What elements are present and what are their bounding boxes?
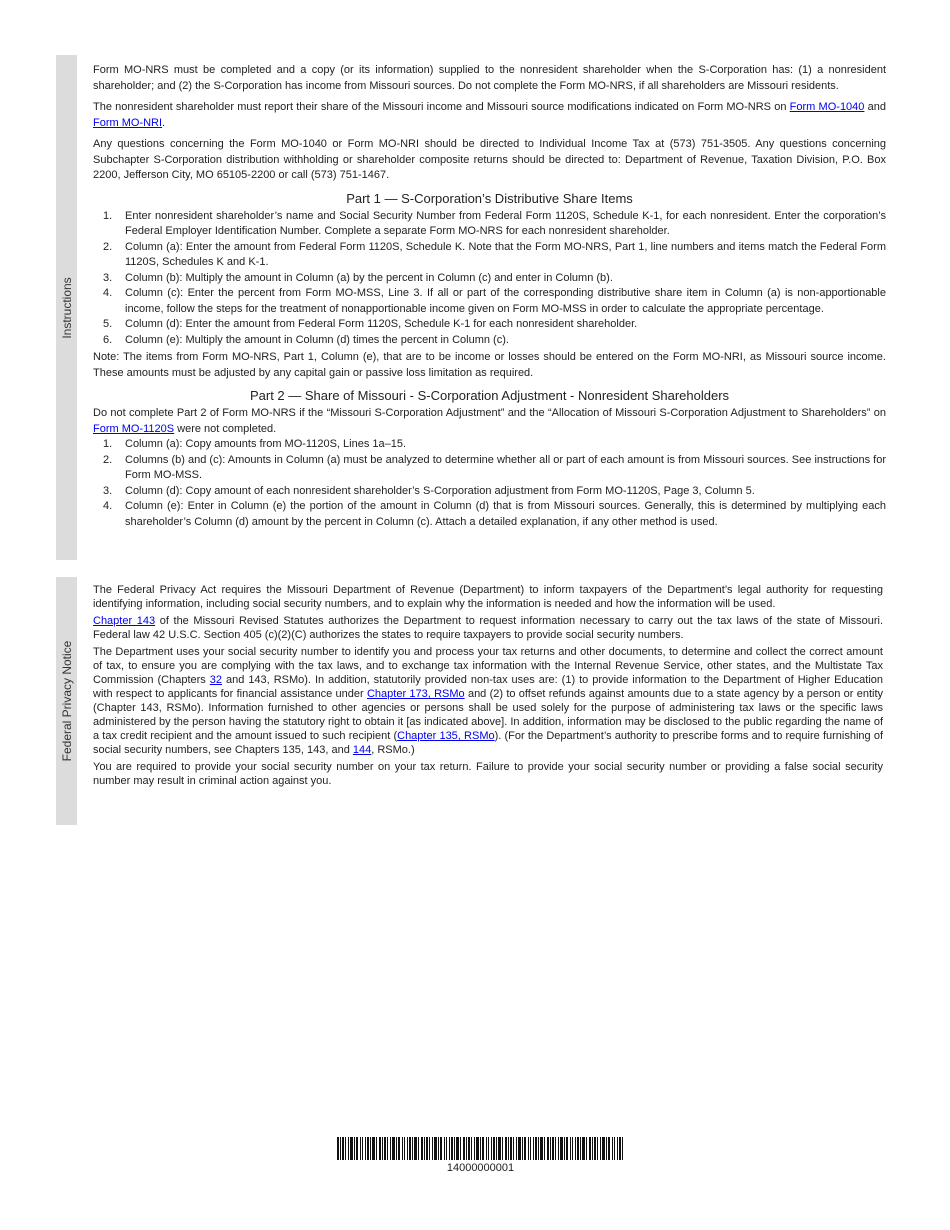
barcode-bar	[510, 1137, 512, 1160]
item-text: Column (d): Copy amount of each nonresident shareholder’s S-Corporation adjustment from Form MO-1120S, Page 3, Column 5.	[125, 484, 755, 497]
item-number: 5.	[103, 318, 113, 330]
form-mo-1040-link[interactable]: Form MO-1040	[789, 101, 865, 113]
instructions-side-tab	[56, 55, 77, 560]
barcode-bar	[533, 1137, 534, 1160]
barcode-bar	[337, 1137, 339, 1160]
barcode-bar	[594, 1137, 596, 1160]
privacy-p3-text-b: and 143, RSMo). In addition, statutorily provided non-tax uses are: (1) to provide information to the Department of Higher Education with respect to applicants for financial assistance under	[93, 674, 884, 700]
privacy-paragraph-1: The Federal Privacy Act requires the Missouri Department of Revenue (Department) to inform taxpayers of the Department’s legal authority for requesting identifying information, including social security numbers, and to explain why the information is needed and how the information will be used.	[93, 584, 883, 610]
barcode-bar	[354, 1137, 355, 1160]
barcode-bar	[451, 1137, 453, 1160]
part1-note: Note: The items from Form MO-NRS, Part 1, Column (e), that are to be income or losses should be entered on the Form MO-NRI, as Missouri source income. These amounts must be adjusted by any capital gain or passive loss limitation as required.	[93, 351, 886, 379]
barcode-bar	[491, 1137, 492, 1160]
barcode-bar	[518, 1137, 521, 1160]
barcode-bar	[564, 1137, 565, 1160]
barcode-bar	[560, 1137, 563, 1160]
chapter-144-link[interactable]: 144	[352, 744, 372, 756]
barcode-bar	[382, 1137, 383, 1160]
barcode-bar	[513, 1137, 514, 1160]
barcode-bar	[488, 1137, 489, 1160]
barcode-bar	[402, 1137, 403, 1160]
barcode-bar	[421, 1137, 423, 1160]
item-text: Column (a): Enter the amount from Federal Form 1120S, Schedule K. Note that the Form MO-NRS, Part 1, line numbers and items match the Federal Form 1120S, Schedules K and K-1.	[125, 240, 886, 268]
item-number: 4.	[103, 287, 113, 299]
barcode-bar	[540, 1137, 543, 1160]
barcode-bar	[456, 1137, 459, 1160]
item-text: Column (e): Multiply the amount in Column (d) times the percent in Column (c).	[125, 333, 509, 346]
barcode-bar	[480, 1137, 481, 1160]
barcode-bar	[544, 1137, 545, 1160]
barcode-bar	[612, 1137, 613, 1160]
list-item	[93, 209, 886, 240]
item-text: Column (c): Enter the percent from Form MO-MSS, Line 3. If all or part of the corresponding distributive share item in Column (a) is non-apportionable income, follow the steps for the treatment of nonapportionable income given on Form MO-MSS in order to calculate the appropriate percentage.	[125, 287, 886, 315]
intro2-text-post: .	[162, 116, 166, 129]
barcode-bar	[592, 1137, 593, 1160]
intro2-text-pre: The nonresident shareholder must report their share of the Missouri income and Missouri source modifications indicated on Form MO-NRS on	[93, 101, 790, 113]
item-number: 3.	[103, 484, 113, 497]
barcode-bar	[522, 1137, 523, 1160]
barcode-bar	[384, 1137, 386, 1160]
part2-intro	[93, 406, 886, 437]
barcode-bar	[602, 1137, 605, 1160]
intro2-text-mid: and	[864, 101, 886, 113]
barcode-bar	[390, 1137, 391, 1160]
barcode-bar	[606, 1137, 607, 1160]
barcode-bar	[379, 1137, 381, 1160]
barcode-bar	[398, 1137, 400, 1160]
privacy-notice-section	[93, 583, 883, 791]
barcode-bar	[414, 1137, 417, 1160]
chapter-32-link[interactable]: 32	[209, 674, 223, 686]
barcode-bar	[418, 1137, 419, 1160]
barcode-bar	[345, 1137, 346, 1160]
barcode-bar	[528, 1137, 529, 1160]
item-number: 1.	[103, 209, 113, 222]
instructions-section	[93, 63, 886, 532]
barcode-bar	[575, 1137, 576, 1160]
privacy-paragraph-3	[93, 645, 883, 757]
barcode-number: 14000000001	[446, 1162, 515, 1174]
barcode-bar	[493, 1137, 495, 1160]
barcode-bar	[438, 1137, 439, 1160]
barcode-bar	[429, 1137, 430, 1160]
barcode-bar	[376, 1137, 377, 1160]
barcode-bar	[582, 1137, 585, 1160]
list-item	[93, 499, 886, 530]
barcode-bar	[471, 1137, 472, 1160]
privacy-p3-text-e: , RSMo.)	[371, 744, 415, 756]
barcode-bar	[600, 1137, 601, 1160]
item-text: Column (a): Copy amounts from MO-1120S, Lines 1a–15.	[125, 438, 407, 450]
item-number: 1.	[103, 438, 113, 450]
barcode-bar	[505, 1137, 507, 1160]
barcode-bar	[367, 1137, 369, 1160]
privacy-p3-text-c: and (2) to offset refunds against amounts due to a state agency by a person or entity (Chapter 143, RSMo). Information furnished to other agencies or persons shall be used solely for the purpose of administering tax laws or the specific laws administered by the person having the statutory right to obtain it [as indicated above]. In addition, information may be disclosed to the public regarding the name of a tax credit recipient and the amount issued to such recipient (	[93, 688, 884, 742]
chapter-173-link[interactable]: Chapter 173, RSMo	[366, 688, 465, 700]
barcode-bar	[407, 1137, 408, 1160]
barcode-bar	[502, 1137, 503, 1160]
part1-list	[93, 209, 886, 349]
barcode-bar	[597, 1137, 598, 1160]
list-item	[93, 484, 886, 500]
barcode-bar	[350, 1137, 353, 1160]
item-number: 6.	[103, 333, 113, 346]
intro-paragraph-1: Form MO-NRS must be completed and a copy (or its information) supplied to the nonresident shareholder when the S-Corporation has: (1) a nonresident shareholder; and (2) the S-Corporation has income from Missouri sources. Do not complete the Form MO-NRS, if all shareholders are Missouri residents.	[93, 64, 886, 92]
barcode-bar	[372, 1137, 375, 1160]
item-text: Column (d): Enter the amount from Federal Form 1120S, Schedule K-1 for each nonresident shareholder.	[125, 318, 638, 330]
barcode-bar	[404, 1137, 405, 1160]
barcode-bar	[580, 1137, 581, 1160]
barcode-bar	[348, 1137, 349, 1160]
barcode-bar	[530, 1137, 531, 1160]
privacy-p3-text-a: The Department uses your social security number to identify you and process your tax returns and other documents, to determine and collect the correct amount of tax, to ensure you are complying with the tax laws, and to exchange tax information with the Internal Revenue Service, other states, and the Multistate Tax Commission (Chapters	[93, 646, 883, 686]
barcode-bar	[432, 1137, 433, 1160]
list-item	[93, 286, 886, 317]
privacy-side-tab	[56, 577, 77, 825]
barcode-bar	[516, 1137, 517, 1160]
intro-paragraph-3: Any questions concerning the Form MO-1040 or Form MO-NRI should be directed to Individual Income Tax at (573) 751-3505. Any questions concerning Subchapter S-Corporation distribution withholding or shareholder composite returns should be directed to: Department of Revenue, Taxation Division, P.O. Box 2200, Jefferson City, MO 65105-2200 or call (573) 751-1467.	[93, 138, 886, 181]
barcode-bar	[558, 1137, 559, 1160]
chapter-143-link[interactable]: Chapter 143	[93, 615, 156, 627]
privacy-paragraph-2	[93, 614, 883, 642]
privacy-p3-text-d: ). (For the Department’s authority to prescribe forms and to require furnishing of social security numbers, see Chapters 135, 143, and	[93, 730, 883, 756]
privacy-p2-text: of the Missouri Revised Statutes authorizes the Department to request information necessary to carry out the tax laws of the state of Missouri. Federal law 42 U.S.C. Section 405 (c)(2)(C) authorizes the states to require taxpayers to provide social security numbers.	[93, 615, 884, 641]
barcode-bar	[566, 1137, 568, 1160]
item-number: 3.	[103, 271, 113, 284]
barcode-bar	[482, 1137, 484, 1160]
list-item	[93, 271, 886, 287]
barcode-bar	[476, 1137, 479, 1160]
barcode-bar	[387, 1137, 388, 1160]
barcode-bar	[619, 1137, 621, 1160]
barcode-bar	[577, 1137, 579, 1160]
barcode-bar	[474, 1137, 475, 1160]
part2-intro-pre: Do not complete Part 2 of Form MO-NRS if the “Missouri S-Corporation Adjustment” and the “Allocation of Missouri S-Corporation Adjustment to Shareholders” on	[93, 407, 886, 419]
barcode-bar	[460, 1137, 461, 1160]
barcode-bar	[446, 1137, 447, 1160]
barcode-bar	[570, 1137, 571, 1160]
barcode-bar	[426, 1137, 428, 1160]
intro-paragraph-2	[93, 100, 886, 131]
barcode-bar	[589, 1137, 591, 1160]
barcode-bar	[538, 1137, 539, 1160]
barcode-image	[337, 1137, 624, 1160]
privacy-tab-label: Federal Privacy Notice	[59, 640, 74, 762]
list-item	[93, 453, 886, 484]
barcode-bar	[608, 1137, 610, 1160]
item-text: Columns (b) and (c): Amounts in Column (a) must be analyzed to determine whether all or part of each amount is from Missouri sources. See instructions for Form MO-MSS.	[125, 453, 886, 481]
barcode-bar	[370, 1137, 371, 1160]
barcode-bar	[365, 1137, 366, 1160]
barcode-bar	[444, 1137, 445, 1160]
barcode-bar	[552, 1137, 554, 1160]
form-mo-1120s-link[interactable]: Form MO-1120S	[93, 422, 175, 435]
item-number: 2.	[103, 453, 113, 466]
chapter-135-link[interactable]: Chapter 135, RSMo	[397, 730, 495, 742]
barcode-bar	[617, 1137, 618, 1160]
barcode-bar	[524, 1137, 526, 1160]
barcode-bar	[454, 1137, 455, 1160]
barcode-bar	[555, 1137, 556, 1160]
instructions-tab-label: Instructions	[59, 276, 74, 339]
part2-intro-post: were not completed.	[174, 422, 277, 435]
barcode-bar	[342, 1137, 344, 1160]
barcode-bar	[463, 1137, 465, 1160]
item-number: 2.	[103, 240, 113, 253]
barcode-bar	[434, 1137, 437, 1160]
barcode-bar	[496, 1137, 497, 1160]
privacy-paragraph-4: You are required to provide your social security number on your tax return. Failure to provide your social security number or providing a false social security number may result in criminal action against you.	[93, 761, 883, 787]
barcode-bar	[396, 1137, 397, 1160]
barcode-bar	[409, 1137, 411, 1160]
barcode-bar	[466, 1137, 467, 1160]
item-text: Column (b): Multiply the amount in Column (a) by the percent in Column (c) and enter in Column (b).	[125, 271, 613, 284]
item-number: 4.	[103, 500, 113, 512]
barcode-bar	[424, 1137, 425, 1160]
barcode-bar	[356, 1137, 358, 1160]
form-mo-nri-link[interactable]: Form MO-NRI	[93, 116, 163, 129]
barcode-bar	[412, 1137, 413, 1160]
list-item	[93, 240, 886, 271]
part2-heading: Part 2 — Share of Missouri - S-Corporation Adjustment - Nonresident Shareholders	[249, 388, 730, 403]
barcode-bar	[392, 1137, 395, 1160]
item-text: Column (e): Enter in Column (e) the portion of the amount in Column (d) that is from Missouri sources. Generally, this is determined by multiplying each shareholder’s Column (d) amount by the percent in Column (c). Attach a detailed explanation, if any other method is used.	[125, 500, 886, 528]
barcode-bar	[340, 1137, 341, 1160]
barcode-bar	[550, 1137, 551, 1160]
barcode-bar	[572, 1137, 573, 1160]
barcode-bar	[362, 1137, 363, 1160]
part2-list	[93, 437, 886, 530]
barcode-bar	[586, 1137, 587, 1160]
barcode-bar	[449, 1137, 450, 1160]
barcode-bar	[440, 1137, 442, 1160]
list-item	[93, 437, 886, 453]
barcode-bar	[614, 1137, 615, 1160]
part1-heading: Part 1 — S-Corporation’s Distributive Share Items	[346, 190, 633, 206]
barcode-bar	[508, 1137, 509, 1160]
item-text: Enter nonresident shareholder’s name and Social Security Number from Federal Form 1120S, Schedule K-1, for each nonresident. Enter the corporation’s Federal Employer Identification Number. Complete a separate Form MO-NRS for each nonresident shareholder.	[125, 209, 886, 237]
barcode-bar	[360, 1137, 361, 1160]
barcode-bar	[622, 1137, 623, 1160]
list-item	[93, 317, 886, 333]
list-item	[93, 333, 886, 349]
barcode-bar	[468, 1137, 470, 1160]
barcode-bar	[547, 1137, 549, 1160]
barcode-bar	[486, 1137, 487, 1160]
barcode-bar	[498, 1137, 501, 1160]
barcode-bar	[535, 1137, 537, 1160]
